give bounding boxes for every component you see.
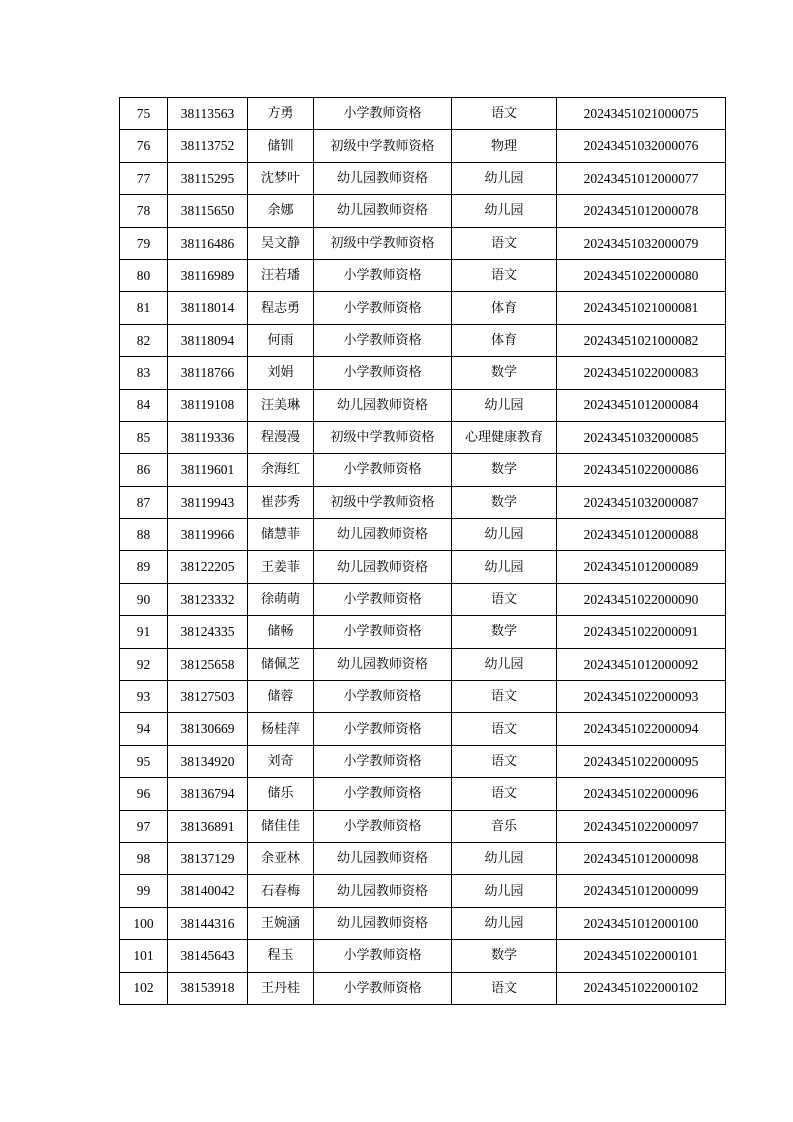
row-number-cell: 102 bbox=[120, 972, 168, 1004]
certificate-number-cell: 20243451012000100 bbox=[557, 907, 726, 939]
candidate-name-cell: 徐萌萌 bbox=[248, 583, 314, 615]
subject-cell: 语文 bbox=[452, 713, 557, 745]
candidate-id-cell: 38123332 bbox=[168, 583, 248, 615]
candidate-id-cell: 38115295 bbox=[168, 162, 248, 194]
subject-cell: 物理 bbox=[452, 130, 557, 162]
subject-cell: 语文 bbox=[452, 583, 557, 615]
candidate-name-cell: 储钏 bbox=[248, 130, 314, 162]
certificate-number-cell: 20243451021000081 bbox=[557, 292, 726, 324]
certificate-number-cell: 20243451022000096 bbox=[557, 778, 726, 810]
row-number-cell: 89 bbox=[120, 551, 168, 583]
candidate-id-cell: 38130669 bbox=[168, 713, 248, 745]
row-number-cell: 92 bbox=[120, 648, 168, 680]
certificate-number-cell: 20243451032000087 bbox=[557, 486, 726, 518]
candidate-id-cell: 38116486 bbox=[168, 227, 248, 259]
certificate-type-cell: 小学教师资格 bbox=[314, 583, 452, 615]
subject-cell: 语文 bbox=[452, 98, 557, 130]
certificate-number-cell: 20243451022000080 bbox=[557, 259, 726, 291]
table-row bbox=[120, 421, 726, 453]
row-number-cell: 93 bbox=[120, 681, 168, 713]
certificate-type-cell: 小学教师资格 bbox=[314, 745, 452, 777]
subject-cell: 幼儿园 bbox=[452, 389, 557, 421]
candidate-id-cell: 38124335 bbox=[168, 616, 248, 648]
subject-cell: 体育 bbox=[452, 292, 557, 324]
certificate-number-cell: 20243451012000098 bbox=[557, 842, 726, 874]
table-row bbox=[120, 357, 726, 389]
row-number-cell: 76 bbox=[120, 130, 168, 162]
row-number-cell: 98 bbox=[120, 842, 168, 874]
table-row bbox=[120, 907, 726, 939]
candidate-name-cell: 程志勇 bbox=[248, 292, 314, 324]
row-number-cell: 91 bbox=[120, 616, 168, 648]
certificate-number-cell: 20243451022000093 bbox=[557, 681, 726, 713]
candidate-id-cell: 38134920 bbox=[168, 745, 248, 777]
certificate-number-cell: 20243451022000097 bbox=[557, 810, 726, 842]
row-number-cell: 79 bbox=[120, 227, 168, 259]
certificate-type-cell: 幼儿园教师资格 bbox=[314, 648, 452, 680]
certificate-number-cell: 20243451032000076 bbox=[557, 130, 726, 162]
table-row bbox=[120, 681, 726, 713]
certificate-type-cell: 小学教师资格 bbox=[314, 324, 452, 356]
row-number-cell: 97 bbox=[120, 810, 168, 842]
subject-cell: 幼儿园 bbox=[452, 907, 557, 939]
certificate-type-cell: 幼儿园教师资格 bbox=[314, 389, 452, 421]
certificate-type-cell: 小学教师资格 bbox=[314, 681, 452, 713]
row-number-cell: 77 bbox=[120, 162, 168, 194]
row-number-cell: 81 bbox=[120, 292, 168, 324]
certificate-type-cell: 幼儿园教师资格 bbox=[314, 162, 452, 194]
certificate-number-cell: 20243451012000088 bbox=[557, 519, 726, 551]
candidate-id-cell: 38136794 bbox=[168, 778, 248, 810]
row-number-cell: 85 bbox=[120, 421, 168, 453]
row-number-cell: 99 bbox=[120, 875, 168, 907]
certificate-number-cell: 20243451021000075 bbox=[557, 98, 726, 130]
candidate-id-cell: 38122205 bbox=[168, 551, 248, 583]
candidate-name-cell: 储乐 bbox=[248, 778, 314, 810]
row-number-cell: 75 bbox=[120, 98, 168, 130]
subject-cell: 幼儿园 bbox=[452, 195, 557, 227]
certificate-type-cell: 小学教师资格 bbox=[314, 357, 452, 389]
certificate-number-cell: 20243451012000077 bbox=[557, 162, 726, 194]
table-row bbox=[120, 195, 726, 227]
candidate-id-cell: 38119108 bbox=[168, 389, 248, 421]
candidate-name-cell: 刘奇 bbox=[248, 745, 314, 777]
table-row bbox=[120, 745, 726, 777]
certificate-number-cell: 20243451022000094 bbox=[557, 713, 726, 745]
table-row bbox=[120, 519, 726, 551]
candidate-id-cell: 38118766 bbox=[168, 357, 248, 389]
candidate-id-cell: 38118014 bbox=[168, 292, 248, 324]
candidate-id-cell: 38137129 bbox=[168, 842, 248, 874]
certificate-number-cell: 20243451022000101 bbox=[557, 940, 726, 972]
table-row bbox=[120, 130, 726, 162]
candidate-id-cell: 38119336 bbox=[168, 421, 248, 453]
table-row bbox=[120, 940, 726, 972]
row-number-cell: 82 bbox=[120, 324, 168, 356]
certificate-type-cell: 小学教师资格 bbox=[314, 940, 452, 972]
certificate-number-cell: 20243451021000082 bbox=[557, 324, 726, 356]
certificate-type-cell: 幼儿园教师资格 bbox=[314, 551, 452, 583]
certificate-list-table bbox=[119, 97, 726, 1005]
certificate-type-cell: 小学教师资格 bbox=[314, 713, 452, 745]
certificate-type-cell: 小学教师资格 bbox=[314, 972, 452, 1004]
candidate-name-cell: 崔莎秀 bbox=[248, 486, 314, 518]
candidate-id-cell: 38125658 bbox=[168, 648, 248, 680]
candidate-id-cell: 38144316 bbox=[168, 907, 248, 939]
subject-cell: 幼儿园 bbox=[452, 842, 557, 874]
candidate-name-cell: 汪若璠 bbox=[248, 259, 314, 291]
candidate-name-cell: 刘娟 bbox=[248, 357, 314, 389]
table-row bbox=[120, 324, 726, 356]
row-number-cell: 94 bbox=[120, 713, 168, 745]
table-body bbox=[120, 98, 726, 1005]
certificate-number-cell: 20243451012000099 bbox=[557, 875, 726, 907]
row-number-cell: 100 bbox=[120, 907, 168, 939]
table-row bbox=[120, 227, 726, 259]
row-number-cell: 90 bbox=[120, 583, 168, 615]
table-row bbox=[120, 454, 726, 486]
certificate-number-cell: 20243451012000089 bbox=[557, 551, 726, 583]
row-number-cell: 101 bbox=[120, 940, 168, 972]
certificate-type-cell: 幼儿园教师资格 bbox=[314, 907, 452, 939]
table-row bbox=[120, 292, 726, 324]
row-number-cell: 87 bbox=[120, 486, 168, 518]
row-number-cell: 88 bbox=[120, 519, 168, 551]
candidate-name-cell: 余亚林 bbox=[248, 842, 314, 874]
subject-cell: 幼儿园 bbox=[452, 875, 557, 907]
table-row bbox=[120, 389, 726, 421]
certificate-type-cell: 小学教师资格 bbox=[314, 810, 452, 842]
subject-cell: 音乐 bbox=[452, 810, 557, 842]
certificate-number-cell: 20243451022000090 bbox=[557, 583, 726, 615]
table-row bbox=[120, 972, 726, 1004]
candidate-name-cell: 程玉 bbox=[248, 940, 314, 972]
candidate-name-cell: 沈梦叶 bbox=[248, 162, 314, 194]
certificate-number-cell: 20243451012000084 bbox=[557, 389, 726, 421]
subject-cell: 语文 bbox=[452, 259, 557, 291]
certificate-type-cell: 小学教师资格 bbox=[314, 98, 452, 130]
candidate-id-cell: 38119601 bbox=[168, 454, 248, 486]
certificate-number-cell: 20243451022000091 bbox=[557, 616, 726, 648]
row-number-cell: 78 bbox=[120, 195, 168, 227]
table-row bbox=[120, 842, 726, 874]
subject-cell: 数学 bbox=[452, 454, 557, 486]
table-row bbox=[120, 583, 726, 615]
table-row bbox=[120, 648, 726, 680]
candidate-id-cell: 38140042 bbox=[168, 875, 248, 907]
candidate-name-cell: 储畅 bbox=[248, 616, 314, 648]
subject-cell: 数学 bbox=[452, 357, 557, 389]
subject-cell: 数学 bbox=[452, 940, 557, 972]
subject-cell: 语文 bbox=[452, 972, 557, 1004]
subject-cell: 体育 bbox=[452, 324, 557, 356]
certificate-number-cell: 20243451022000086 bbox=[557, 454, 726, 486]
candidate-name-cell: 储佳佳 bbox=[248, 810, 314, 842]
candidate-name-cell: 方勇 bbox=[248, 98, 314, 130]
certificate-type-cell: 小学教师资格 bbox=[314, 616, 452, 648]
certificate-type-cell: 幼儿园教师资格 bbox=[314, 842, 452, 874]
candidate-name-cell: 何雨 bbox=[248, 324, 314, 356]
row-number-cell: 83 bbox=[120, 357, 168, 389]
candidate-name-cell: 余娜 bbox=[248, 195, 314, 227]
subject-cell: 数学 bbox=[452, 486, 557, 518]
certificate-number-cell: 20243451022000083 bbox=[557, 357, 726, 389]
candidate-id-cell: 38113563 bbox=[168, 98, 248, 130]
subject-cell: 语文 bbox=[452, 681, 557, 713]
certificate-type-cell: 初级中学教师资格 bbox=[314, 421, 452, 453]
certificate-type-cell: 小学教师资格 bbox=[314, 259, 452, 291]
certificate-number-cell: 20243451012000092 bbox=[557, 648, 726, 680]
table-row bbox=[120, 713, 726, 745]
certificate-number-cell: 20243451022000095 bbox=[557, 745, 726, 777]
table-row bbox=[120, 162, 726, 194]
candidate-id-cell: 38153918 bbox=[168, 972, 248, 1004]
certificate-type-cell: 小学教师资格 bbox=[314, 292, 452, 324]
row-number-cell: 84 bbox=[120, 389, 168, 421]
candidate-name-cell: 吴文静 bbox=[248, 227, 314, 259]
candidate-id-cell: 38127503 bbox=[168, 681, 248, 713]
candidate-id-cell: 38136891 bbox=[168, 810, 248, 842]
candidate-name-cell: 程漫漫 bbox=[248, 421, 314, 453]
table-row bbox=[120, 778, 726, 810]
candidate-name-cell: 王婉涵 bbox=[248, 907, 314, 939]
table-row bbox=[120, 259, 726, 291]
certificate-type-cell: 初级中学教师资格 bbox=[314, 486, 452, 518]
table-row bbox=[120, 98, 726, 130]
table-row bbox=[120, 810, 726, 842]
certificate-type-cell: 幼儿园教师资格 bbox=[314, 519, 452, 551]
table-row bbox=[120, 486, 726, 518]
certificate-type-cell: 初级中学教师资格 bbox=[314, 227, 452, 259]
candidate-id-cell: 38115650 bbox=[168, 195, 248, 227]
subject-cell: 语文 bbox=[452, 745, 557, 777]
table-row bbox=[120, 616, 726, 648]
subject-cell: 幼儿园 bbox=[452, 519, 557, 551]
candidate-id-cell: 38116989 bbox=[168, 259, 248, 291]
candidate-name-cell: 王姜菲 bbox=[248, 551, 314, 583]
certificate-type-cell: 小学教师资格 bbox=[314, 778, 452, 810]
subject-cell: 幼儿园 bbox=[452, 551, 557, 583]
certificate-number-cell: 20243451032000079 bbox=[557, 227, 726, 259]
certificate-number-cell: 20243451022000102 bbox=[557, 972, 726, 1004]
candidate-id-cell: 38145643 bbox=[168, 940, 248, 972]
certificate-number-cell: 20243451032000085 bbox=[557, 421, 726, 453]
row-number-cell: 86 bbox=[120, 454, 168, 486]
candidate-name-cell: 杨桂萍 bbox=[248, 713, 314, 745]
candidate-id-cell: 38119943 bbox=[168, 486, 248, 518]
subject-cell: 数学 bbox=[452, 616, 557, 648]
candidate-name-cell: 余海红 bbox=[248, 454, 314, 486]
table-row bbox=[120, 875, 726, 907]
candidate-name-cell: 储慧菲 bbox=[248, 519, 314, 551]
candidate-name-cell: 储佩芝 bbox=[248, 648, 314, 680]
row-number-cell: 96 bbox=[120, 778, 168, 810]
subject-cell: 语文 bbox=[452, 778, 557, 810]
subject-cell: 幼儿园 bbox=[452, 162, 557, 194]
candidate-name-cell: 石春梅 bbox=[248, 875, 314, 907]
candidate-name-cell: 汪美琳 bbox=[248, 389, 314, 421]
certificate-type-cell: 幼儿园教师资格 bbox=[314, 195, 452, 227]
candidate-id-cell: 38119966 bbox=[168, 519, 248, 551]
candidate-id-cell: 38113752 bbox=[168, 130, 248, 162]
table-row bbox=[120, 551, 726, 583]
certificate-type-cell: 幼儿园教师资格 bbox=[314, 875, 452, 907]
subject-cell: 心理健康教育 bbox=[452, 421, 557, 453]
certificate-number-cell: 20243451012000078 bbox=[557, 195, 726, 227]
row-number-cell: 95 bbox=[120, 745, 168, 777]
certificate-type-cell: 初级中学教师资格 bbox=[314, 130, 452, 162]
candidate-name-cell: 王丹桂 bbox=[248, 972, 314, 1004]
certificate-type-cell: 小学教师资格 bbox=[314, 454, 452, 486]
candidate-name-cell: 储蓉 bbox=[248, 681, 314, 713]
subject-cell: 幼儿园 bbox=[452, 648, 557, 680]
row-number-cell: 80 bbox=[120, 259, 168, 291]
candidate-id-cell: 38118094 bbox=[168, 324, 248, 356]
subject-cell: 语文 bbox=[452, 227, 557, 259]
